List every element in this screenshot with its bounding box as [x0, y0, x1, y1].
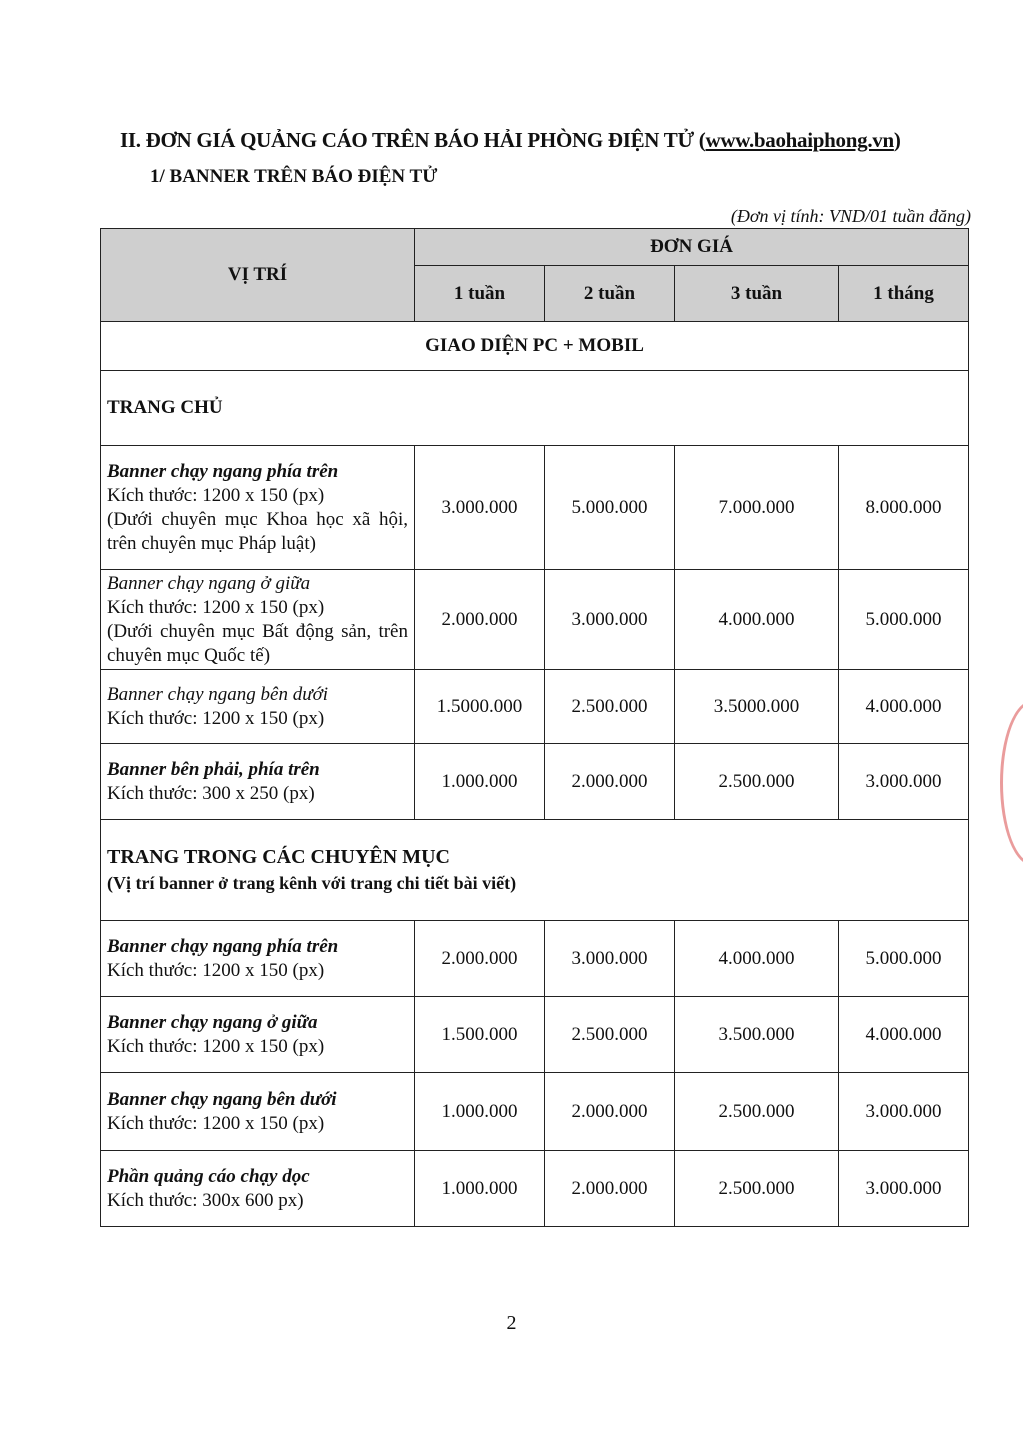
table-row	[101, 744, 969, 820]
price-table	[100, 228, 969, 1227]
banner-name: Banner chạy ngang bên dưới	[107, 1088, 337, 1110]
banner-name: Banner chạy ngang phía trên	[107, 460, 339, 482]
table-row	[101, 1151, 969, 1227]
banner-name: Banner chạy ngang bên dưới	[107, 683, 329, 705]
price-cell: 3.000.000	[545, 921, 675, 997]
table-row	[101, 670, 969, 744]
heading-url-link[interactable]: www.baohaiphong.vn	[705, 128, 894, 152]
banner-name: Banner chạy ngang ở giữa	[107, 572, 311, 594]
header-price: ĐƠN GIÁ	[415, 229, 969, 266]
table-row	[101, 1073, 969, 1151]
price-cell: 5.000.000	[545, 446, 675, 570]
red-stamp-icon	[1000, 700, 1023, 866]
price-cell: 8.000.000	[839, 446, 969, 570]
banner-note: (Dưới chuyên mục Khoa học xã hội, trên chuyên mục Pháp luật)	[107, 508, 408, 554]
banner-size: Kích thước: 1200 x 150 (px)	[107, 707, 325, 729]
price-cell: 3.000.000	[839, 744, 969, 820]
price-cell: 3.000.000	[839, 1151, 969, 1227]
row-description	[101, 670, 415, 744]
banner-size: Kích thước: 1200 x 150 (px)	[107, 596, 325, 618]
row-description	[101, 744, 415, 820]
price-cell: 1.000.000	[415, 1073, 545, 1151]
banner-size: Kích thước: 1200 x 150 (px)	[107, 484, 325, 506]
row-description	[101, 1073, 415, 1151]
banner-size: Kích thước: 300 x 250 (px)	[107, 782, 315, 804]
price-cell: 2.000.000	[545, 1073, 675, 1151]
price-cell: 2.000.000	[545, 1151, 675, 1227]
price-cell: 2.000.000	[545, 744, 675, 820]
banner-size: Kích thước: 1200 x 150 (px)	[107, 959, 325, 981]
price-cell: 2.500.000	[675, 1151, 839, 1227]
price-cell: 3.000.000	[545, 570, 675, 670]
table-row	[101, 446, 969, 570]
price-cell: 1.000.000	[415, 744, 545, 820]
banner-size: Kích thước: 1200 x 150 (px)	[107, 1035, 325, 1057]
price-cell: 2.500.000	[545, 670, 675, 744]
price-cell: 4.000.000	[839, 997, 969, 1073]
banner-size: Kích thước: 300x 600 px)	[107, 1189, 304, 1211]
subsection-heading: 1/ BANNER TRÊN BÁO ĐIỆN TỬ	[150, 166, 438, 187]
price-cell: 4.000.000	[839, 670, 969, 744]
section-inner-subtitle: (Vị trí banner ở trang kênh với trang chi tiết bài viết)	[107, 873, 517, 893]
price-cell: 2.000.000	[415, 570, 545, 670]
banner-note: (Dưới chuyên mục Bất động sản, trên chuyên mục Quốc tế)	[107, 620, 408, 666]
row-description	[101, 570, 415, 670]
banner-name: Banner chạy ngang phía trên	[107, 935, 339, 957]
row-description	[101, 921, 415, 997]
table-row	[101, 997, 969, 1073]
section-pc-mobil: GIAO DIỆN PC + MOBIL	[101, 322, 969, 371]
price-cell: 5.000.000	[839, 921, 969, 997]
banner-name: Banner chạy ngang ở giữa	[107, 1011, 318, 1033]
price-cell: 4.000.000	[675, 570, 839, 670]
price-cell: 2.500.000	[675, 1073, 839, 1151]
price-cell: 3.000.000	[415, 446, 545, 570]
banner-size: Kích thước: 1200 x 150 (px)	[107, 1112, 325, 1134]
page-number: 2	[506, 1312, 517, 1334]
price-cell: 3.000.000	[839, 1073, 969, 1151]
table-row	[101, 570, 969, 670]
banner-name: Phần quảng cáo chạy dọc	[107, 1165, 310, 1187]
row-description	[101, 1151, 415, 1227]
price-cell: 1.5000.000	[415, 670, 545, 744]
heading-text: II. ĐƠN GIÁ QUẢNG CÁO TRÊN BÁO HẢI PHÒNG ĐIỆN TỬ (	[120, 128, 706, 152]
price-cell: 7.000.000	[675, 446, 839, 570]
price-cell: 3.500.000	[675, 997, 839, 1073]
price-cell: 1.500.000	[415, 997, 545, 1073]
price-cell: 2.000.000	[415, 921, 545, 997]
header-period: 3 tuần	[675, 266, 839, 322]
section-inner-title: TRANG TRONG CÁC CHUYÊN MỤC	[107, 846, 450, 868]
unit-note: (Đơn vị tính: VND/01 tuần đăng)	[730, 206, 971, 226]
price-cell: 1.000.000	[415, 1151, 545, 1227]
price-cell: 2.500.000	[675, 744, 839, 820]
header-period: 2 tuần	[545, 266, 675, 322]
banner-name: Banner bên phải, phía trên	[107, 758, 320, 780]
table-row	[101, 921, 969, 997]
heading-close: )	[893, 128, 901, 152]
header-period: 1 tháng	[839, 266, 969, 322]
section-heading	[120, 128, 901, 153]
price-cell: 2.500.000	[545, 997, 675, 1073]
row-description	[101, 446, 415, 570]
section-home: TRANG CHỦ	[101, 371, 969, 446]
price-cell: 4.000.000	[675, 921, 839, 997]
header-position: VỊ TRÍ	[101, 229, 415, 322]
price-cell: 3.5000.000	[675, 670, 839, 744]
section-inner	[101, 820, 969, 921]
row-description	[101, 997, 415, 1073]
price-cell: 5.000.000	[839, 570, 969, 670]
header-period: 1 tuần	[415, 266, 545, 322]
